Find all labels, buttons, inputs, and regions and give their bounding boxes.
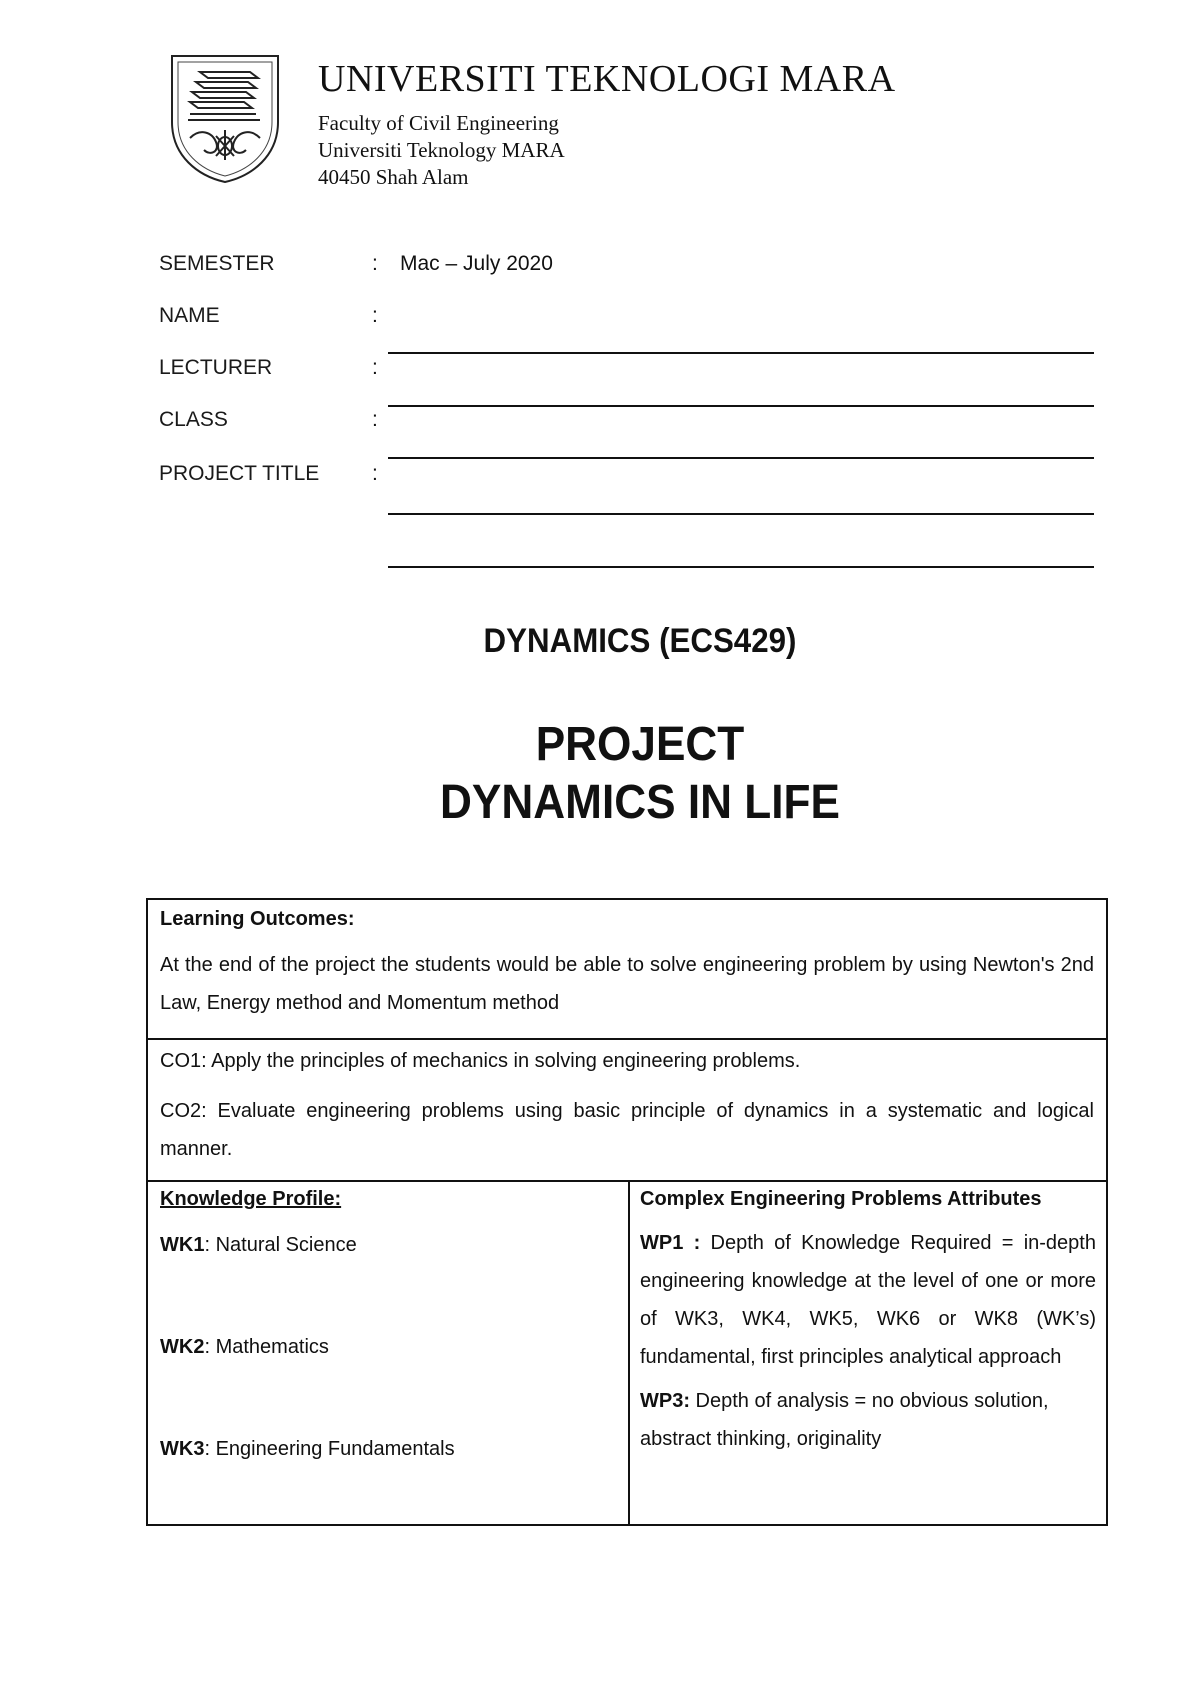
knowledge-profile-heading: Knowledge Profile: xyxy=(160,1188,342,1210)
knowledge-profile-cell xyxy=(148,1182,630,1526)
lecturer-field-line[interactable] xyxy=(388,405,1094,407)
wp3-text: Depth of analysis = no obvious solution, abstract thinking, originality xyxy=(640,1390,1049,1450)
learning-outcomes-heading: Learning Outcomes: xyxy=(160,908,355,930)
wk3-code: WK3 xyxy=(160,1438,205,1460)
wp1-code: WP1 : xyxy=(640,1232,701,1254)
name-colon: : xyxy=(372,304,378,327)
project-title-label: PROJECT TITLE xyxy=(159,462,320,485)
project-title-field-line-2[interactable] xyxy=(388,566,1094,568)
project-title xyxy=(51,716,1200,832)
lecturer-colon: : xyxy=(372,356,378,379)
complex-problems-cell xyxy=(630,1182,1106,1526)
wp1-text: Depth of Knowledge Required = in-depth engineering knowledge at the level of one or more of WK3, WK4, WK5, WK6 or WK8 (WK’s) fundamental, first principles analytical approach xyxy=(640,1232,1096,1368)
wk1-text: : Natural Science xyxy=(204,1234,357,1256)
semester-value: Mac – July 2020 xyxy=(400,252,553,275)
course-title: DYNAMICS (ECS429) xyxy=(483,622,797,660)
address-line-3: 40450 Shah Alam xyxy=(318,165,469,189)
wk1-code: WK1 xyxy=(160,1234,205,1256)
semester-label: SEMESTER xyxy=(159,252,275,275)
project-title-line-1: PROJECT xyxy=(535,718,745,771)
wp1-item xyxy=(640,1224,1096,1376)
class-colon: : xyxy=(372,408,378,431)
wk3-text: : Engineering Fundamentals xyxy=(204,1438,455,1460)
university-name: UNIVERSITI TEKNOLOGI MARA xyxy=(318,58,896,100)
wp3-code: WP3: xyxy=(640,1390,690,1412)
class-field-line[interactable] xyxy=(388,457,1094,459)
project-title-colon: : xyxy=(372,462,378,485)
class-label: CLASS xyxy=(159,408,228,431)
wk1-item xyxy=(160,1234,357,1257)
learning-outcomes-cell xyxy=(148,900,1106,1040)
wk2-text: : Mathematics xyxy=(204,1336,329,1358)
semester-colon: : xyxy=(372,252,378,275)
project-title-line-2: DYNAMICS IN LIFE xyxy=(440,776,840,829)
course-outcomes-cell xyxy=(148,1040,1106,1182)
learning-outcomes-text: At the end of the project the students would be able to solve engineering problem by using Newton's 2nd Law, Energy method and Momentum method xyxy=(160,954,1094,1014)
project-title-field-line-1[interactable] xyxy=(388,513,1094,515)
name-field-line[interactable] xyxy=(388,352,1094,354)
co2-text: CO2: Evaluate engineering problems using basic principle of dynamics in a systematic and logical manner. xyxy=(160,1100,1094,1160)
wp3-item xyxy=(640,1382,1096,1458)
wk3-item xyxy=(160,1438,455,1461)
wk2-item xyxy=(160,1336,329,1359)
address-line-1: Faculty of Civil Engineering xyxy=(318,111,559,135)
uitm-crest-icon xyxy=(166,52,284,184)
lecturer-label: LECTURER xyxy=(159,356,273,379)
co1-text: CO1: Apply the principles of mechanics in solving engineering problems. xyxy=(160,1050,801,1072)
complex-problems-heading: Complex Engineering Problems Attributes xyxy=(640,1188,1042,1210)
university-header xyxy=(318,60,896,191)
address-line-2: Universiti Teknology MARA xyxy=(318,138,565,162)
wk2-code: WK2 xyxy=(160,1336,205,1358)
learning-outcomes-table xyxy=(146,898,1108,1526)
name-label: NAME xyxy=(159,304,220,327)
